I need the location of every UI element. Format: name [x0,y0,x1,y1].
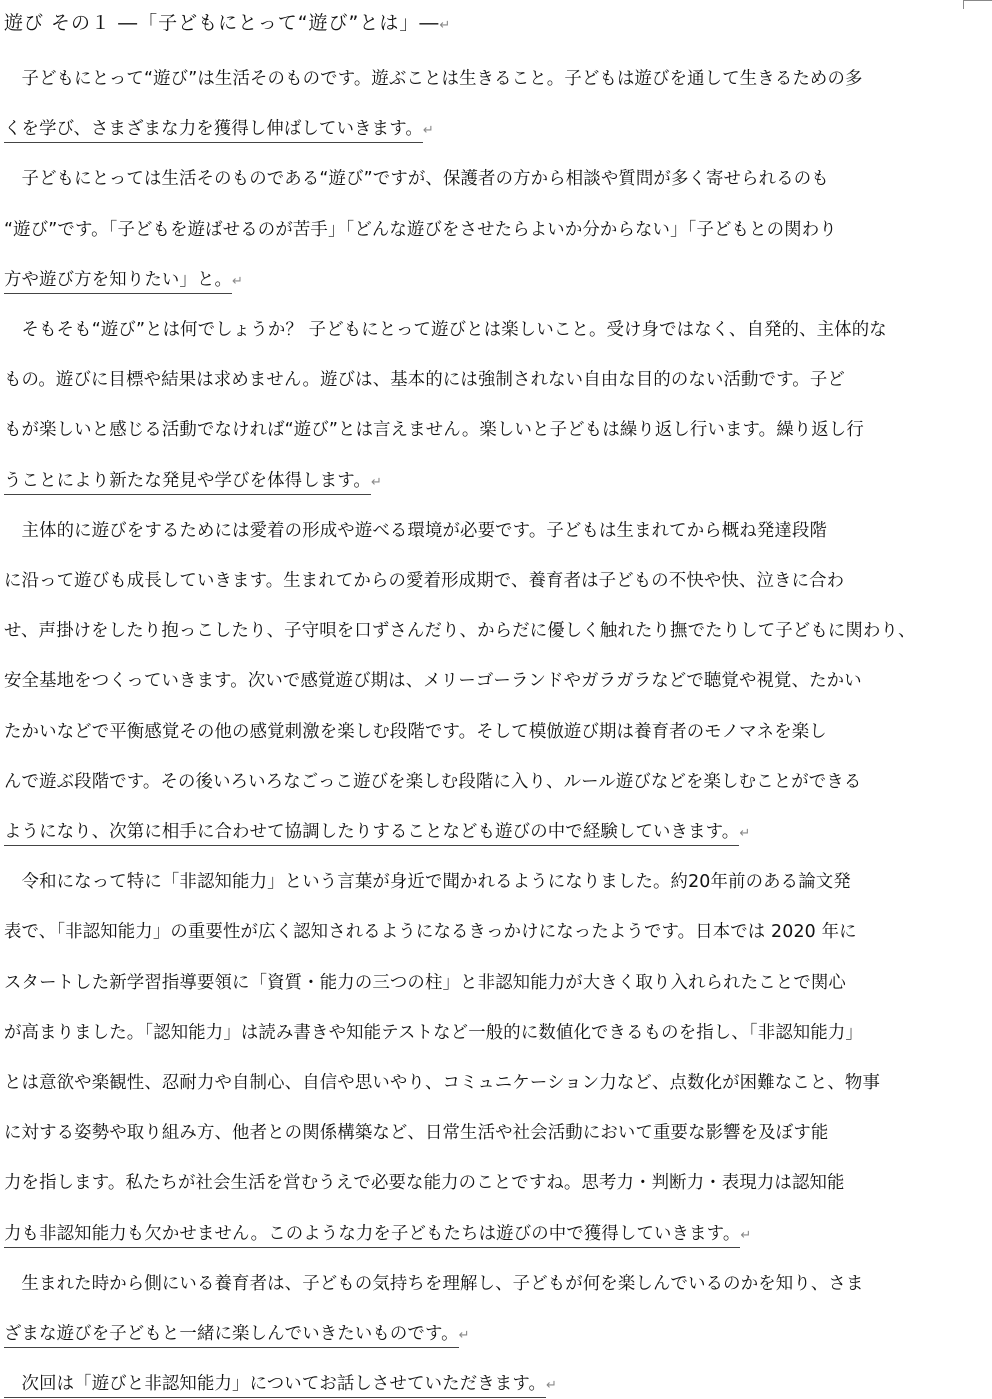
text-line-content: が高まりました。「認知能力」は読み書きや知能テストなど一般的に数値化できるものを指し、「非認知能力」 [4,1023,863,1046]
text-line-content: もの。遊びに目標や結果は求めません。遊びは、基本的には強制されない自由な目的のない活動です。子ど [4,370,845,393]
paragraph-mark-icon: ↵ [232,273,244,289]
paragraph-mark-icon: ↵ [439,18,452,33]
text-line [4,417,964,443]
text-line [4,769,964,795]
text-line-content: うことにより新たな発見や学びを体得します。 [4,471,371,495]
text-line-content: 方や遊び方を知りたい」と。 [4,270,232,294]
text-line [4,819,964,847]
text-line [4,1070,964,1096]
document-title [4,8,451,35]
text-line-content: “遊び”です。「子どもを遊ばせるのが苦手」「どんな遊びをさせたらよいか分からない」「子どもとの関わり [4,220,837,243]
paragraph-mark-icon: ↵ [740,1227,752,1243]
text-line [4,1221,964,1249]
text-line-content: 子どもにとって“遊び”は生活そのものです。遊ぶことは生きること。子どもは遊びを通して生きるための多 [4,69,863,92]
text-line [4,719,964,745]
text-line-content: 安全基地をつくっていきます。次いで感覚遊び期は、メリーゴーランドやガラガラなどで聴覚や視覚、たかい [4,671,862,694]
text-line [4,217,964,243]
text-line-content: 令和になって特に「非認知能力」という言葉が身近で聞かれるようになりました。約20年前のある論文発 [4,872,851,895]
text-line [4,1271,964,1297]
text-line [4,970,964,996]
title-text: 遊び その１ ―「子どもにとって“遊び”とは」― [4,12,440,34]
text-line-content: もが楽しいと感じる活動でなければ“遊び”とは言えません。楽しいと子どもは繰り返し行います。繰り返し行 [4,420,864,443]
text-line-content: せ、声掛けをしたり抱っこしたり、子守唄を口ずさんだり、からだに優しく触れたり撫でたりして子どもに関わり、 [4,621,916,644]
text-line-content: 次回は「遊びと非認知能力」についてお話しさせていただきます。 [4,1374,546,1398]
paragraph-mark-icon: ↵ [739,826,751,841]
text-line-content: とは意欲や楽観性、忍耐力や自制心、自信や思いやり、コミュニケーション力など、点数化が困難なこと、物事 [4,1073,880,1096]
text-line [4,1120,964,1146]
text-line [4,1371,964,1399]
text-line-content: たかいなどで平衡感覚その他の感覚刺激を楽しむ段階です。そして模倣遊び期は養育者のモノマネを楽し [4,722,827,745]
text-line-content: に沿って遊びも成長していきます。生まれてからの愛着形成期で、養育者は子どもの不快や快、泣きに合わ [4,571,844,594]
text-line-content: に対する姿勢や取り組み方、他者との関係構築など、日常生活や社会活動において重要な影響を及ぼす能 [4,1123,828,1146]
text-line [4,367,964,393]
text-line-content: 表で、「非認知能力」の重要性が広く認知されるようになるきっかけになったようです。日本では 2020 年に [4,922,857,945]
text-line-content: 力も非認知能力も欠かせません。このような力を子どもたちは遊びの中で獲得していきます。 [4,1224,740,1248]
paragraph-mark-icon: ↵ [458,1328,470,1343]
paragraph-mark-icon: ↵ [370,474,383,490]
text-line-content: ようになり、次第に相手に合わせて協調したりすることなども遊びの中で経験していきます。 [4,822,739,846]
text-line [4,919,964,945]
paragraph-mark-icon: ↵ [422,123,434,139]
text-line-content: 主体的に遊びをするためには愛着の形成や遊べる環境が必要です。子どもは生まれてから概ね発達段階 [4,521,827,544]
text-line [4,66,964,92]
text-line-content: んで遊ぶ段階です。その後いろいろなごっこ遊びを楽しむ段階に入り、ルール遊びなどを楽しむことができる [4,772,861,795]
text-line [4,668,964,694]
text-line-content: 生まれた時から側にいる養育者は、子どもの気持ちを理解し、子どもが何を楽しんでいるのかを知り、さま [4,1274,864,1297]
text-line-content: そもそも“遊び”とは何でしょうか？ 子どもにとって遊びとは楽しいこと。受け身ではなく、自発的、主体的な [4,320,887,343]
text-line [4,267,964,295]
text-line [4,568,964,594]
text-line [4,1321,964,1349]
text-line-content: ざまな遊びを子どもと一緒に楽しんでいきたいものです。 [4,1324,459,1348]
page-corner-mark [963,0,992,9]
paragraph-mark-icon: ↵ [546,1378,558,1394]
text-line [4,618,964,644]
text-line-content: 子どもにとっては生活そのものである“遊び”ですが、保護者の方から相談や質問が多く寄せられるのも [4,169,829,192]
text-line [4,166,964,192]
text-line [4,317,964,343]
text-line-content: 力を指します。私たちが社会生活を営むうえで必要な能力のことですね。思考力・判断力・表現力は認知能 [4,1173,845,1196]
text-line [4,1020,964,1046]
text-line-content: スタートした新学習指導要領に「資質・能力の三つの柱」と非認知能力が大きく取り入れられたことで関心 [4,973,846,996]
text-line [4,1170,964,1196]
text-line [4,869,964,895]
text-line [4,468,964,496]
text-line-content: くを学び、さまざまな力を獲得し伸ばしていきます。 [4,119,423,143]
text-line [4,518,964,544]
text-line [4,116,964,144]
